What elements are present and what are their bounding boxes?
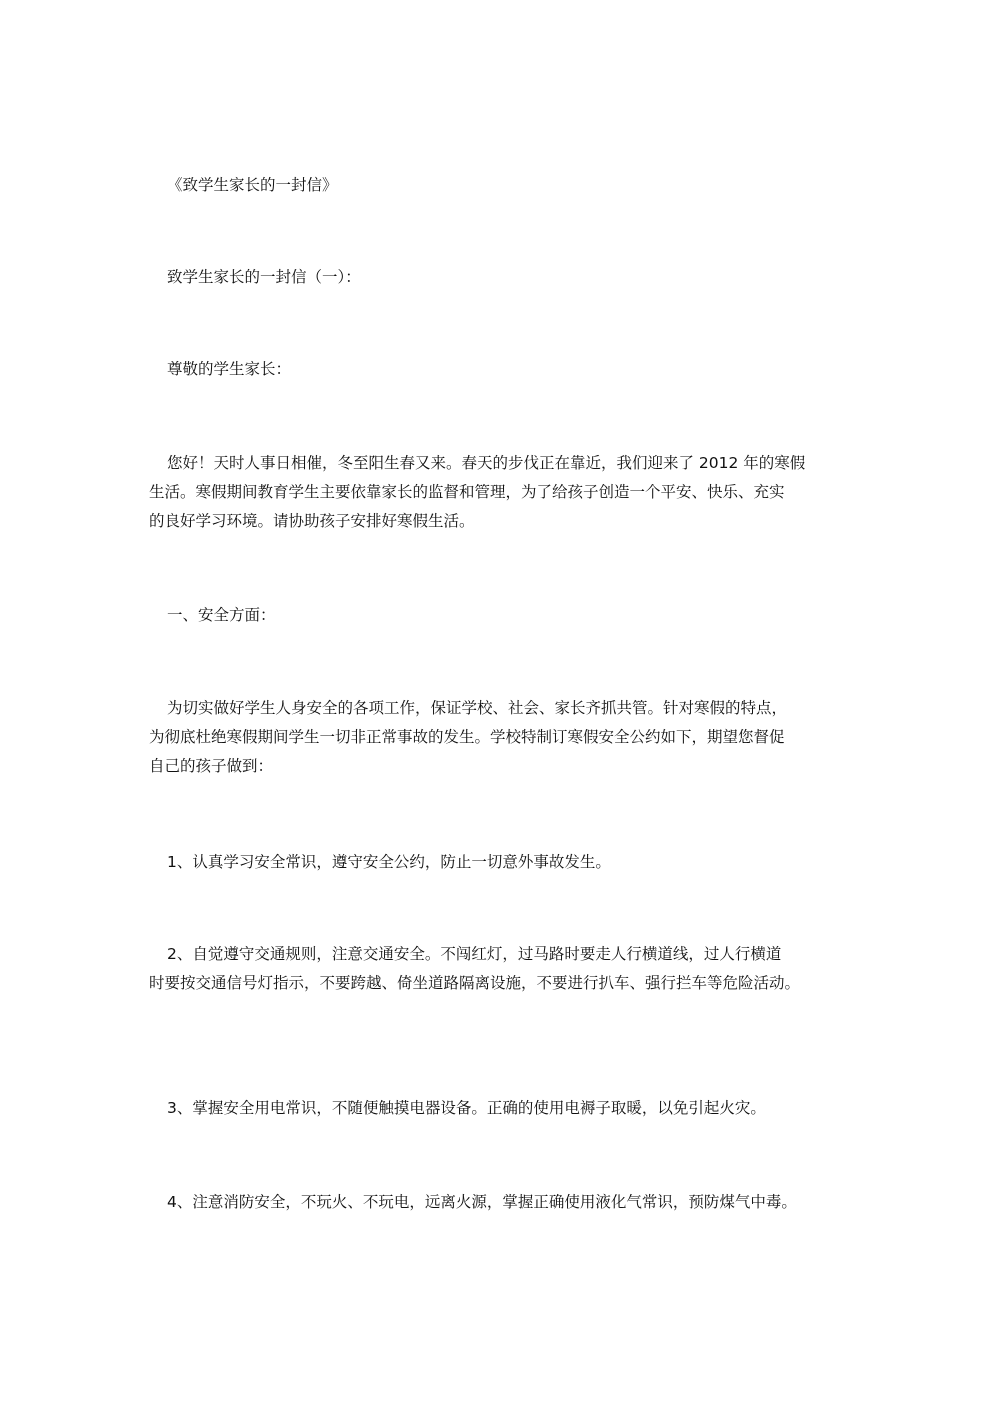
safety-item-4: 4、注意消防安全，不玩火、不玩电，远离火源，掌握正确使用液化气常识，预防煤气中毒。	[167, 1193, 797, 1211]
safety-item-2-line: 2、自觉遵守交通规则，注意交通安全。不闯红灯，过马路时要走人行横道线，过人行横道	[167, 945, 782, 963]
salutation: 尊敬的学生家长：	[167, 360, 292, 378]
safety-intro-line: 为切实做好学生人身安全的各项工作，保证学校、社会、家长齐抓共管。针对寒假的特点，	[167, 699, 788, 717]
intro-line: 生活。寒假期间教育学生主要依靠家长的监督和管理，为了给孩子创造一个平安、快乐、充实	[149, 483, 785, 501]
safety-item-1: 1、认真学习安全常识，遵守安全公约，防止一切意外事故发生。	[167, 853, 611, 871]
document-title: 《致学生家长的一封信》	[167, 176, 338, 194]
section-heading-safety: 一、安全方面：	[167, 606, 276, 624]
safety-intro-paragraph	[149, 694, 849, 781]
safety-intro-line: 自己的孩子做到：	[149, 757, 274, 775]
intro-line: 您好！天时人事日相催，冬至阳生春又来。春天的步伐正在靠近，我们迎来了 2012 年的寒假	[167, 454, 806, 472]
intro-line: 的良好学习环境。请协助孩子安排好寒假生活。	[149, 512, 475, 530]
letter-subtitle: 致学生家长的一封信（一）：	[167, 268, 361, 286]
safety-item-3: 3、掌握安全用电常识，不随便触摸电器设备。正确的使用电褥子取暖，以免引起火灾。	[167, 1099, 766, 1117]
safety-item-2	[149, 940, 849, 998]
safety-item-2-line: 时要按交通信号灯指示，不要跨越、倚坐道路隔离设施，不要进行扒车、强行拦车等危险活动。	[149, 974, 801, 992]
safety-intro-line: 为彻底杜绝寒假期间学生一切非正常事故的发生。学校特制订寒假安全公约如下，期望您督促	[149, 728, 785, 746]
intro-paragraph	[149, 449, 849, 536]
